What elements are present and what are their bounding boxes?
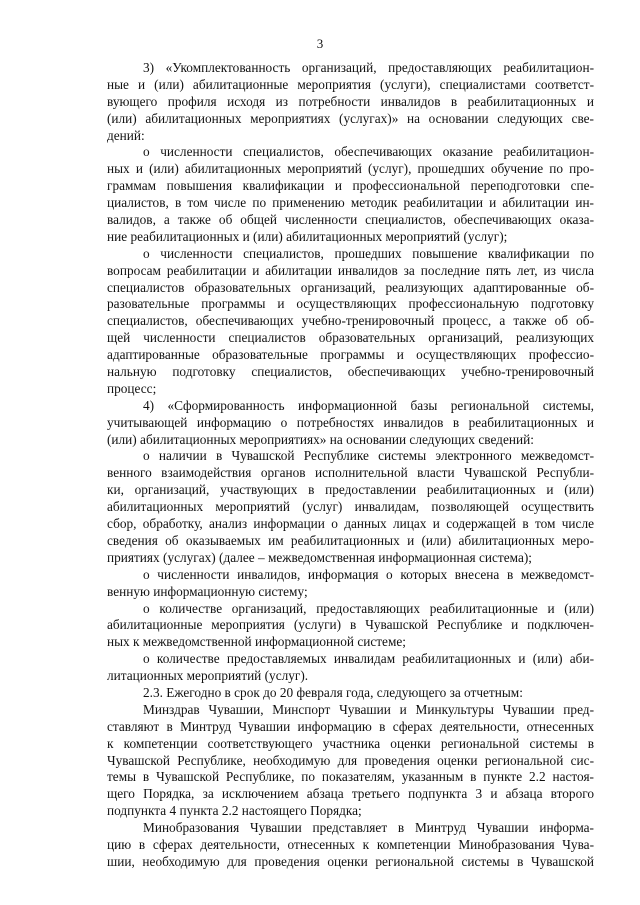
text-line: вопросам реабилитации и абилитации инвалидов за последние пять лет, из числа bbox=[107, 262, 594, 278]
text-line: адаптированные образовательные программы и осуществляющих профессио- bbox=[107, 347, 594, 363]
text-line: ных и (или) абилитационных мероприятий (услуг), прошедших обучение по про- bbox=[107, 161, 594, 177]
text-line: 3) «Укомплектованность организаций, предоставляющих реабилитацион- bbox=[143, 60, 594, 75]
text-line: ние реабилитационных и (или) абилитационных мероприятий (услуг); bbox=[107, 228, 508, 244]
text-line: разовательные программы и осуществляющих профессиональную подготовку bbox=[107, 296, 594, 312]
text-line: вующего профиля исходя из потребности инвалидов в реабилитационных и bbox=[107, 93, 594, 109]
text-line: 4) «Сформированность информационной базы региональной системы, bbox=[143, 397, 594, 413]
text-line: валидов, а также об общей численности специалистов, обеспечивающих оказа- bbox=[107, 212, 594, 228]
page-number: 3 bbox=[316, 36, 324, 51]
text-line: специалистов образовательных организаций, реализующих адаптированные об- bbox=[107, 279, 594, 295]
text-line: сбор, обработку, анализ информации о данных лицах и содержащей в том числе bbox=[107, 516, 594, 532]
text-line: Минобразования Чувашии представляет в Минтруд Чувашии информа- bbox=[143, 820, 594, 836]
text-line: Чувашской Республике, необходимую для проведения оценки региональной сис- bbox=[107, 752, 594, 768]
text-line: ки, организаций, участвующих в предоставлении реабилитационных и (или) bbox=[107, 482, 594, 498]
text-line: о количестве организаций, предоставляющих реабилитационные и (или) bbox=[143, 600, 594, 616]
text-line: Минздрав Чувашии, Минспорт Чувашии и Минкультуры Чувашии пред- bbox=[143, 701, 594, 717]
text-line: о наличии в Чувашской Республике системы электронного межведомст- bbox=[143, 448, 594, 464]
text-line: шии, необходимую для проведения оценки региональной системы в Чувашской bbox=[107, 853, 594, 869]
text-line: циалистов, в том числе по применению методик реабилитации и абилитации ин- bbox=[107, 195, 594, 211]
text-line: нальную подготовку специалистов, обеспечивающих учебно-тренировочный bbox=[107, 364, 594, 380]
text-line: о численности специалистов, обеспечивающих оказание реабилитацион- bbox=[143, 144, 594, 160]
text-line: процесс; bbox=[107, 380, 157, 396]
text-line: специалистов, обеспечивающих учебно-тренировочный процесс, а также об об- bbox=[107, 313, 594, 329]
text-line: 2.3. Ежегодно в срок до 20 февраля года, следующего за отчетным: bbox=[143, 684, 523, 700]
text-line: о численности инвалидов, информация о которых внесена в межведомст- bbox=[143, 566, 594, 582]
document-body bbox=[107, 60, 594, 871]
text-line: ных к межведомственной информационной системе; bbox=[107, 634, 406, 650]
text-line: щей численности специалистов образовательных организаций, реализующих bbox=[107, 330, 594, 346]
text-line: о количестве предоставляемых инвалидам реабилитационных и (или) аби- bbox=[143, 651, 594, 667]
text-line: темы в Чувашской Республике, по показателям, указанным в пункте 2.2 настоя- bbox=[107, 769, 594, 785]
text-line: (или) абилитационных мероприятиях (услугах)» на основании следующих све- bbox=[107, 110, 594, 126]
text-line: ставляют в Минтруд Чувашии информацию в сферах деятельности, отнесенных bbox=[107, 718, 594, 734]
text-line: дений: bbox=[107, 127, 145, 143]
text-line: цию в сферах деятельности, отнесенных к компетенции Минобразования Чува- bbox=[107, 836, 594, 852]
text-line: абилитационные мероприятия (услуги) в Чувашской Республике и подключен- bbox=[107, 617, 594, 633]
text-line: абилитационных мероприятий (услуг) инвалидам, позволяющей осуществить bbox=[107, 499, 594, 515]
text-line: венного взаимодействия органов исполнительной власти Чувашской Республи- bbox=[107, 465, 594, 481]
text-line: ные и (или) абилитационные мероприятия (услуги), специалистами соответст- bbox=[107, 76, 594, 92]
text-line: учитывающей информацию о потребностях инвалидов в реабилитационных и bbox=[107, 414, 594, 430]
text-line: щего Порядка, за исключением абзаца третьего подпункта 3 и абзаца второго bbox=[107, 786, 594, 802]
text-line: граммам повышения квалификации и профессиональной переподготовки спе- bbox=[107, 178, 594, 194]
text-line: подпункта 4 пункта 2.2 настоящего Порядка; bbox=[107, 803, 362, 819]
text-line: сведения об оказываемых им реабилитационных и (или) абилитационных меро- bbox=[107, 532, 594, 548]
text-line: к компетенции соответствующего участника оценки региональной системы в bbox=[107, 735, 594, 751]
text-line: венную информационную систему; bbox=[107, 583, 308, 599]
text-line: литационных мероприятий (услуг). bbox=[107, 668, 309, 684]
text-line: приятиях (услугах) (далее – межведомственная информационная система); bbox=[107, 549, 532, 565]
text-line: о численности специалистов, прошедших повышение квалификации по bbox=[143, 245, 594, 261]
text-line: (или) абилитационных мероприятиях» на основании следующих сведений: bbox=[107, 431, 534, 447]
